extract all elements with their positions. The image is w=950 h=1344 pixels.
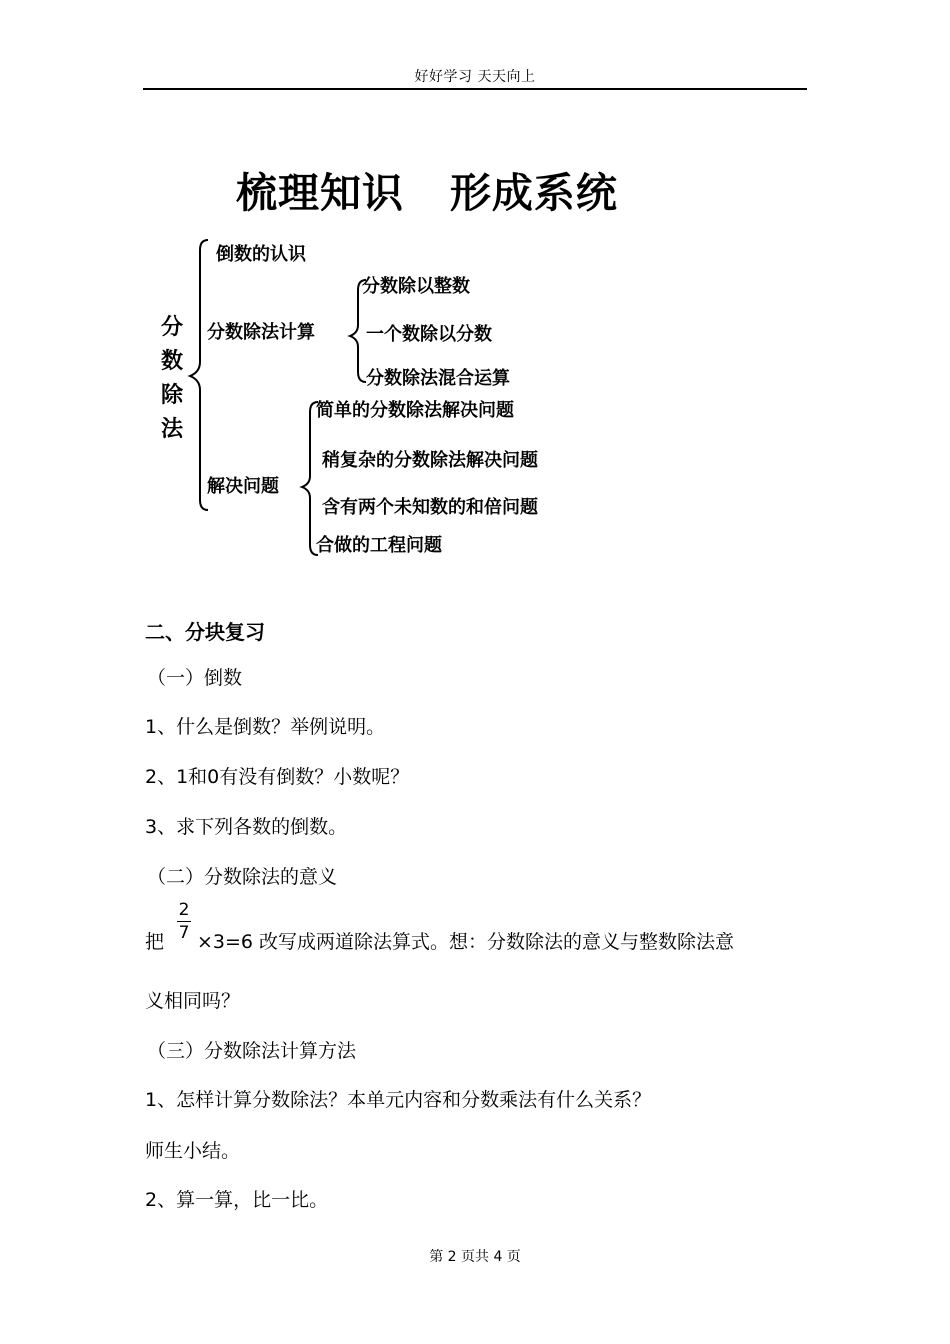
question-line: 1、什么是倒数？举例说明。 bbox=[145, 716, 386, 738]
branch-problem-solving: 解决问题 bbox=[207, 476, 279, 497]
question-line: 3、求下列各数的倒数。 bbox=[145, 816, 348, 838]
page-header: 好好学习 天天向上 bbox=[414, 69, 536, 85]
question-line: 义相同吗？ bbox=[145, 990, 241, 1012]
fraction-two-sevenths bbox=[176, 900, 192, 943]
leaf-item: 一个数除以分数 bbox=[366, 324, 492, 345]
leaf-item: 稍复杂的分数除法解决问题 bbox=[322, 450, 538, 471]
problem-brace bbox=[302, 402, 318, 555]
leaf-item: 分数除法混合运算 bbox=[366, 368, 510, 389]
subsection-title: （二）分数除法的意义 bbox=[147, 866, 338, 888]
page-title: 梳理知识 形成系统 bbox=[236, 169, 618, 217]
tree-root bbox=[156, 311, 188, 447]
fraction-denominator: 7 bbox=[178, 923, 190, 943]
branch-reciprocal: 倒数的认识 bbox=[216, 244, 306, 265]
branch-division-calc: 分数除法计算 bbox=[207, 322, 315, 343]
page-footer: 第 2 页共 4 页 bbox=[429, 1249, 521, 1265]
fraction-numerator: 2 bbox=[178, 900, 190, 920]
question-line: 2、1和0有没有倒数？小数呢？ bbox=[145, 766, 410, 788]
leaf-item: 含有两个未知数的和倍问题 bbox=[322, 497, 538, 518]
root-brace bbox=[190, 240, 208, 510]
question-line: 1、怎样计算分数除法？本单元内容和分数乘法有什么关系？ bbox=[145, 1089, 652, 1111]
subsection-title: （一）倒数 bbox=[147, 667, 243, 689]
subsection-title: （三）分数除法计算方法 bbox=[147, 1040, 357, 1062]
leaf-item: 分数除以整数 bbox=[362, 276, 470, 297]
leaf-item: 简单的分数除法解决问题 bbox=[316, 400, 514, 421]
fraction-bar bbox=[177, 921, 191, 922]
leaf-item: 合做的工程问题 bbox=[316, 535, 442, 556]
root-char: 分 bbox=[160, 315, 183, 340]
root-char: 除 bbox=[160, 383, 183, 408]
question-line: 2、算一算，比一比。 bbox=[145, 1189, 329, 1211]
root-char: 数 bbox=[160, 349, 183, 374]
question-line: 师生小结。 bbox=[145, 1140, 241, 1162]
root-char: 法 bbox=[160, 417, 183, 442]
fraction-rest: ×3=6 改写成两道除法算式。想：分数除法的意义与整数除法意 bbox=[197, 931, 735, 953]
section-heading: 二、分块复习 bbox=[145, 620, 265, 644]
fraction-prefix: 把 bbox=[145, 931, 165, 953]
